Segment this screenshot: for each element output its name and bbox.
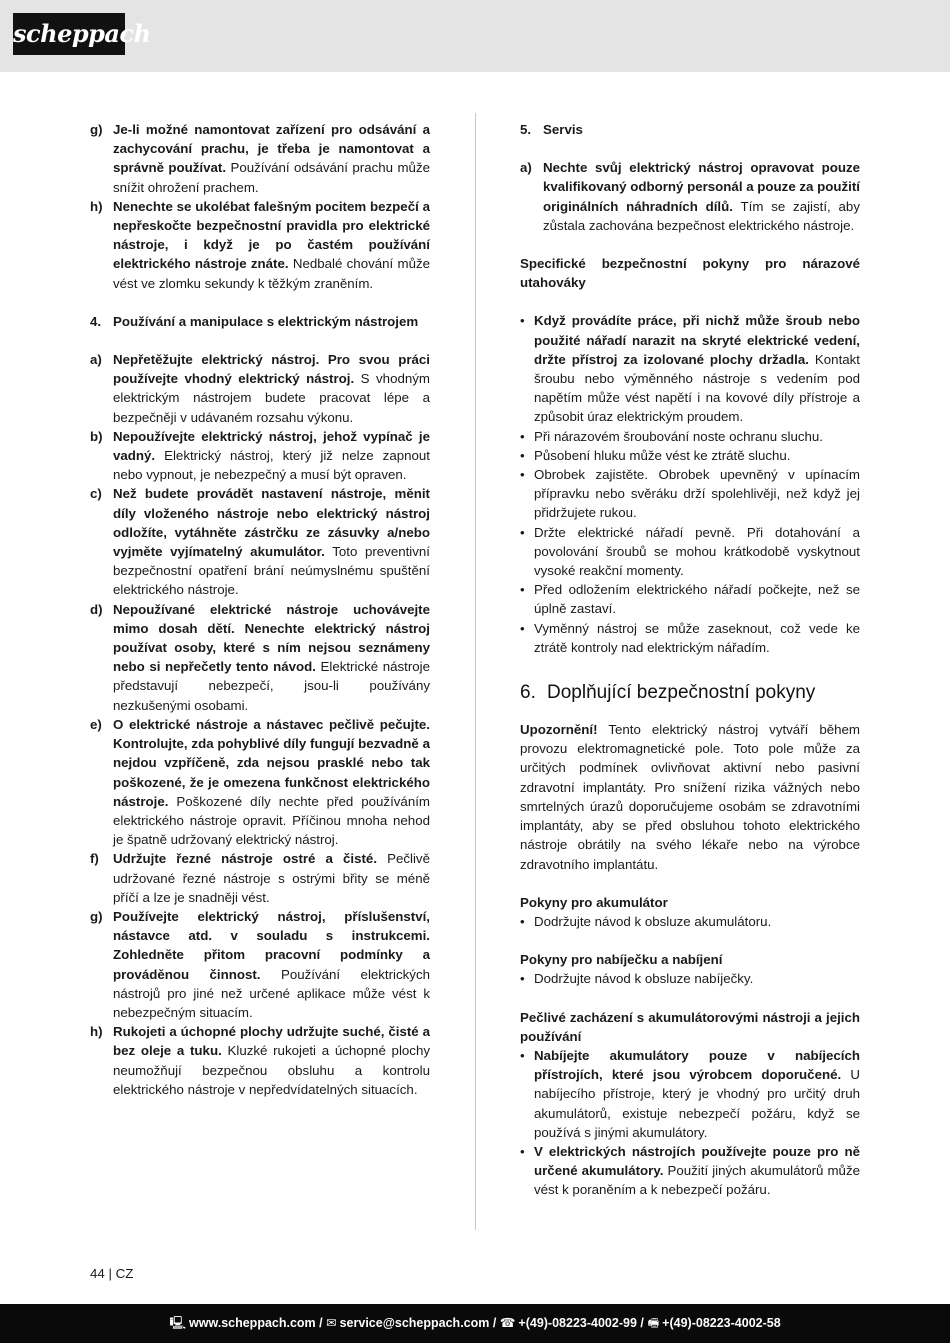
bullet-icon: • — [520, 913, 525, 929]
bullet-item — [520, 427, 860, 446]
section-title: Používání a manipulace s elektrickým nástrojem — [113, 313, 419, 329]
bullet-icon: • — [520, 1047, 525, 1063]
item-label: c) — [90, 486, 102, 502]
item-text: Pečlivě udržované řezné nástroje s ostrými břity se méně příčí a lze je snadněji vést. — [113, 851, 430, 905]
item-text: Kluzké rukojeti a úchopné plochy neumožňují bezpečnou obsluhu a kontrolu elektrického nástroje v nepředvídatelných situacích. — [113, 1043, 430, 1097]
list-item — [90, 600, 430, 715]
bullet-item — [520, 465, 860, 523]
item-text: U nabíjecího přístroje, který je vhodný pro určitý druh akumulátorů, existuje nebezpečí požáru, když se používá s jinými akumulátory. — [534, 1067, 860, 1140]
item-text: Nedbalé chování může vést ve zlomku sekundy k těžkým zraněním. — [113, 256, 431, 291]
item-text: Dodržujte návod k obsluze nabíječky. — [534, 971, 754, 987]
page-header — [0, 0, 950, 72]
item-bold-text: Nabíjejte akumulátory pouze v nabíjecích přístrojích, které jsou výrobcem doporučené. — [534, 1047, 860, 1083]
item-bold-text: Rukojeti a úchopné plochy udržujte suché, čisté a bez oleje a tuku. — [113, 1024, 430, 1059]
monitor-icon: 🖳 — [169, 1316, 187, 1330]
section-number: 4. — [90, 313, 102, 329]
email-link[interactable]: service@scheppach.com — [339, 1316, 490, 1330]
bullet-icon: • — [520, 620, 525, 636]
bullet-item — [520, 912, 860, 931]
subsection-heading: Pokyny pro nabíječku a nabíjení — [520, 952, 723, 968]
item-text: Držte elektrické nářadí pevně. Při dotahování a povolování šroubů se mohou krátkodobě vyskytnout vysoké reakční momenty. — [534, 524, 860, 579]
item-label: d) — [90, 601, 103, 617]
item-bold-text: O elektrické nástroje a nástavec pečlivě pečujte. Kontrolujte, zda pohyblivé díly fungují bezvadně a nejdou vzpříčeně, zda nejsou prasklé nebo tak poškozené, že je omezena funkčnost elektrického nástroje. — [113, 716, 430, 809]
item-bold-text: Nepoužívejte elektrický nástroj, jehož vypínač je vadný. — [113, 428, 430, 464]
item-bold-text: Než budete provádět nastavení nástroje, měnit díly vloženého nástroje nebo elektrický nástroj odložíte, vytáhněte zástrčku ze zásuvky a/nebo vyjměte vyjímatelný akumulátor. — [113, 486, 430, 560]
item-text: Elektrické nástroje představují nebezpečí, jsou-li používány nezkušenými osobami. — [113, 659, 430, 713]
section-heading — [520, 120, 860, 139]
phone-icon: ☎ — [499, 1316, 516, 1330]
list-item — [90, 484, 430, 599]
item-text: Elektrický nástroj, který již nelze zapnout nebo vypnout, je nebezpečný a musí být opraven. — [113, 448, 430, 483]
bullet-item — [520, 580, 860, 618]
item-label: e) — [90, 716, 102, 732]
section-heading — [90, 312, 430, 331]
subsection-heading: Pečlivé zacházení s akumulátorovými nástroji a jejich používání — [520, 1009, 860, 1044]
bullet-icon: • — [520, 447, 525, 463]
bullet-item — [520, 1142, 860, 1200]
item-text: Dodržujte návod k obsluze akumulátoru. — [534, 913, 772, 929]
item-bold-text: Nechte svůj elektrický nástroj opravovat pouze kvalifikovaný odborný personál a pouze za použití originálních náhradních dílů. — [543, 160, 860, 214]
item-text: Používání odsávání prachu může snížit ohrožení prachem. — [113, 160, 430, 195]
left-column — [90, 120, 430, 1099]
item-bold-text: Když provádíte práce, při nichž může šroub nebo použité nářadí narazit na skryté elektrické vedení, držte přístroj za izolované plochy držadla. — [534, 313, 860, 367]
item-text: Před odložením elektrického nářadí počkejte, než se úplně zastaví. — [534, 582, 860, 617]
email-icon: ✉ — [326, 1316, 337, 1330]
item-text: Při nárazovém šroubování noste ochranu sluchu. — [534, 428, 823, 444]
item-label: h) — [90, 198, 103, 214]
list-item — [90, 907, 430, 1022]
list-item — [90, 1022, 430, 1099]
item-bold-text: V elektrických nástrojích používejte pouze pro ně určené akumulátory. — [534, 1143, 860, 1179]
list-item — [90, 350, 430, 427]
item-bold-text: Udržujte řezné nástroje ostré a čisté. — [113, 851, 378, 867]
bullet-icon: • — [520, 582, 525, 598]
page-number: 44 | CZ — [90, 1266, 134, 1281]
warning-text: Tento elektrický nástroj vytváří během provozu elektromagnetické pole. Toto pole může za určitých podmínek ovlivňovat aktivní nebo pasivní zdravotní implantáty. Pro snížení rizika vážných nebo smrtelných úrazů doporučujeme osobám se zdravotními implantáty, aby se před obsluhou tohoto elektrického nástroje obrátily na svého lékaře nebo na výrobce zdravotního implantátu. — [520, 722, 860, 872]
item-label: g) — [90, 908, 103, 924]
bullet-item — [520, 311, 860, 426]
item-text: Tím se zajistí, aby zůstala zachována bezpečnost elektrického nástroje. — [543, 198, 860, 233]
item-bold-text: Nepřetěžujte elektrický nástroj. Pro svou práci používejte vhodný elektrický nástroj. — [113, 352, 430, 387]
phone-number: +(49)-08223-4002-99 — [518, 1316, 637, 1330]
bullet-item — [520, 1046, 860, 1142]
item-text: Poškozené díly nechte před používáním elektrického nástroje opravit. Příčinou mnoha nehod je špatně udržovaný elektrický nástroj. — [113, 793, 430, 848]
item-bold-text: Používejte elektrický nástroj, příslušenství, nástavce atd. v souladu s instrukcemi. Zohledněte přitom pracovní podmínky a prováděnou činnost. — [113, 908, 430, 982]
item-bold-text: Nenechte se ukolébat falešným pocitem bezpečí a nepřeskočte bezpečnostní pravidla pro elektrické nástroje, i když je po častém používání elektrického nástroje znáte. — [113, 198, 430, 272]
item-label: g) — [90, 122, 103, 137]
bullet-icon: • — [520, 313, 525, 329]
item-bold-text: Nepoužívané elektrické nástroje uchovávejte mimo dosah dětí. Nenechte elektrický nástroj používat osoby, které s ním nejsou seznámeny nebo si nepřečetly tento návod. — [113, 601, 430, 675]
column-divider — [475, 113, 476, 1230]
subsection-heading: Pokyny pro akumulátor — [520, 894, 668, 910]
item-text: Toto preventivní bezpečnostní opatření brání neúmyslnému spuštění elektrického nástroje. — [113, 544, 430, 598]
item-bold-text: Je-li možné namontovat zařízení pro odsávání a zachycování prachu, je třeba je namontovat a správně používat. — [113, 122, 430, 176]
bullet-icon: • — [520, 467, 525, 483]
list-item — [90, 715, 430, 849]
bullet-item — [520, 446, 860, 465]
section-number: 6. — [520, 682, 536, 704]
list-item — [90, 427, 430, 485]
item-text: Používání elektrických nástrojů pro jiné než určené aplikace může vést k nebezpečným situacím. — [113, 966, 431, 1020]
list-item — [90, 120, 430, 197]
item-label: b) — [90, 428, 103, 444]
bullet-icon: • — [520, 1143, 525, 1159]
item-text: Kontakt šroubu nebo výměnného nástroje s vedením pod napětím může vést napětí i na kovové díly přístroje a způsobit úraz elektrickým proudem. — [534, 351, 860, 425]
section-title: Servis — [543, 122, 583, 137]
bullet-item — [520, 619, 860, 657]
bullet-icon: • — [520, 428, 525, 444]
fax-icon: 🖷 — [647, 1316, 660, 1330]
item-label: f) — [90, 851, 99, 867]
item-text: Použití jiných akumulátorů může vést k poraněním a k nebezpečí požáru. — [534, 1163, 860, 1198]
list-item — [90, 849, 430, 907]
page-footer: 🖳 www.scheppach.com / ✉ service@scheppach.com / ☎ +(49)-08223-4002-99 / 🖷 +(49)-08223-4002-58 — [0, 1304, 950, 1343]
scheppach-logo: scheppach — [13, 13, 125, 55]
section-heading — [520, 681, 860, 705]
warning-paragraph — [520, 720, 860, 874]
list-item — [520, 158, 860, 235]
item-label: a) — [90, 352, 102, 368]
item-label: h) — [90, 1024, 103, 1040]
bullet-icon: • — [520, 524, 525, 540]
website-link[interactable]: www.scheppach.com — [189, 1316, 316, 1330]
item-text: Obrobek zajistěte. Obrobek upevněný v upínacím přípravku nebo svěráku drží spolehlivěji, než když jej přidržujete rukou. — [534, 467, 860, 521]
item-text: S vhodným elektrickým nástrojem budete pracovat lépe a bezpečněji v udávaném rozsahu výkonu. — [113, 371, 430, 425]
bullet-item — [520, 523, 860, 581]
fax-number: +(49)-08223-4002-58 — [662, 1316, 781, 1330]
item-text: Působení hluku může vést ke ztrátě sluchu. — [534, 447, 791, 463]
right-column — [520, 120, 860, 1200]
item-text: Vyměnný nástroj se může zaseknout, což vede ke ztrátě kontroly nad elektrickým nářadím. — [534, 620, 860, 655]
list-item — [90, 197, 430, 293]
bullet-icon: • — [520, 971, 525, 987]
bullet-item — [520, 969, 860, 988]
item-label: a) — [520, 160, 532, 176]
section-title: Doplňující bezpečnostní pokyny — [547, 682, 816, 704]
subsection-heading: Specifické bezpečnostní pokyny pro nárazové utahováky — [520, 256, 860, 291]
section-number: 5. — [520, 122, 532, 137]
warning-label: Upozornění! — [520, 722, 598, 738]
